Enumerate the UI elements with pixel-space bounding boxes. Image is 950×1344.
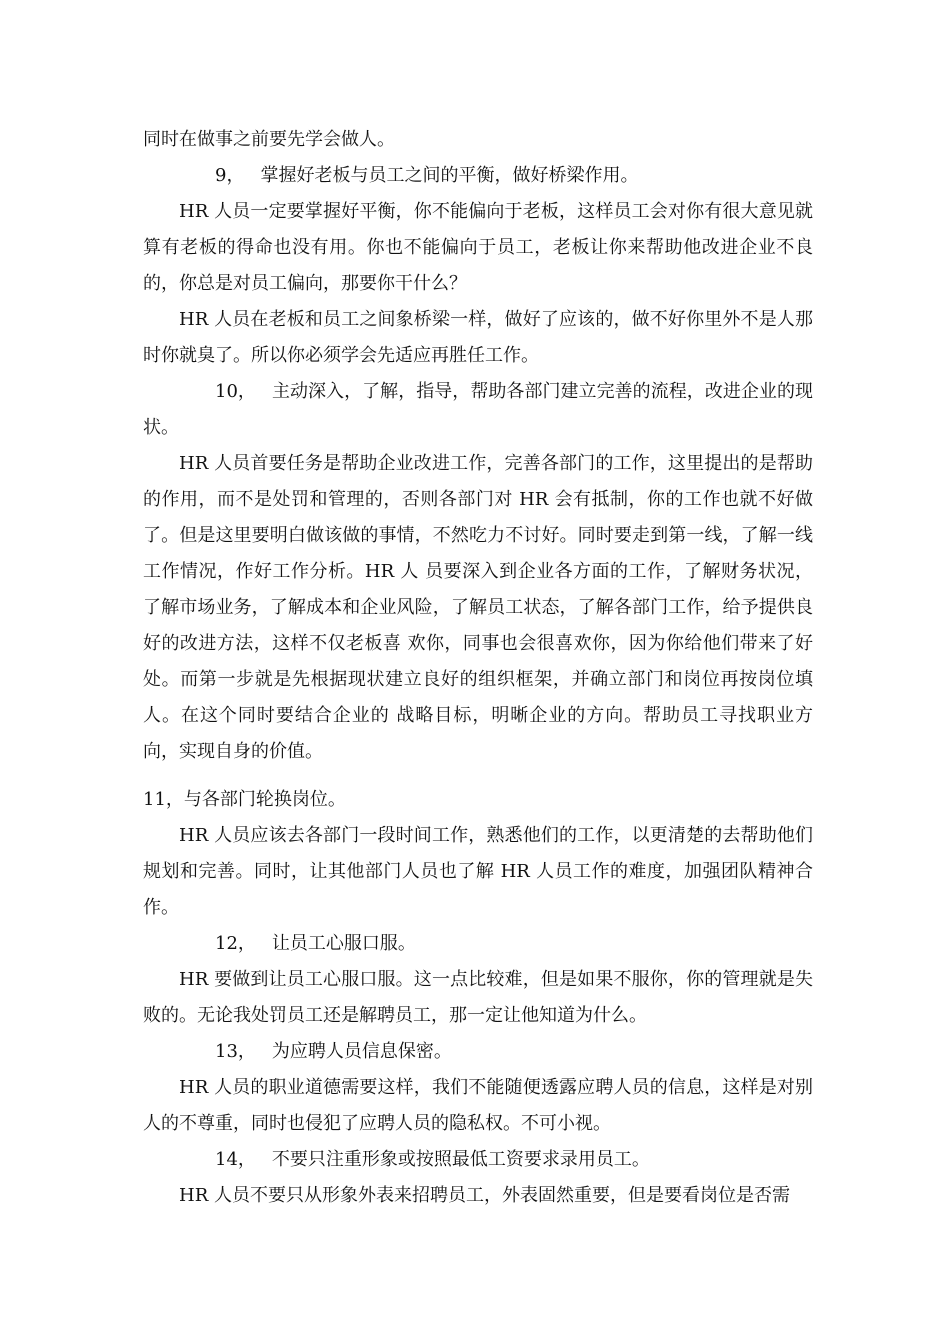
section-title: 让员工心服口服。 bbox=[271, 933, 416, 954]
paragraph: HR 要做到让员工心服口服。这一点比较难，但是如果不服你，你的管理就是失败的。无论我处罚员工还是解聘员工，那一定让他知道为什么。 bbox=[143, 969, 813, 1026]
section-number: 11， bbox=[143, 789, 184, 810]
paragraph: HR 人员应该去各部门一段时间工作，熟悉他们的工作，以更清楚的去帮助他们规划和完善。同时，让其他部门人员也了解 HR 人员工作的难度，加强团队精神合作。 bbox=[143, 825, 813, 918]
document-body bbox=[143, 122, 813, 1214]
section-number: 14， bbox=[215, 1149, 256, 1170]
section-title: 为应聘人员信息保密。 bbox=[271, 1041, 452, 1062]
paragraph: HR 人员在老板和员工之间象桥梁一样，做好了应该的，做不好你里外不是人那时你就臭了。所以你必须学会先适应再胜任工作。 bbox=[143, 309, 813, 366]
paragraph: HR 人员一定要掌握好平衡，你不能偏向于老板，这样员工会对你有很大意见就算有老板的得命也没有用。你也不能偏向于员工，老板让你来帮助他改进企业不良的，你总是对员工偏向，那要你干什么？ bbox=[143, 201, 813, 294]
section-title: 不要只注重形象或按照最低工资要求录用员工。 bbox=[271, 1149, 650, 1170]
section-number: 10， bbox=[215, 381, 256, 402]
section-title: 掌握好老板与员工之间的平衡，做好桥梁作用。 bbox=[260, 165, 639, 186]
section-heading-10 bbox=[143, 374, 813, 446]
section-number: 9， bbox=[215, 165, 245, 186]
section-number: 13， bbox=[215, 1041, 256, 1062]
section-heading-14 bbox=[143, 1142, 813, 1178]
paragraph: HR 人员不要只从形象外表来招聘员工，外表固然重要，但是要看岗位是否需 bbox=[179, 1185, 790, 1206]
section-title: 与各部门轮换岗位。 bbox=[183, 789, 346, 810]
section-title: 主动深入，了解，指导，帮助各部门建立完善的流程，改进企业的现状。 bbox=[143, 381, 813, 438]
paragraph: HR 人员的职业道德需要这样，我们不能随便透露应聘人员的信息，这样是对别人的不尊重，同时也侵犯了应聘人员的隐私权。不可小视。 bbox=[143, 1077, 813, 1134]
paragraph: 同时在做事之前要先学会做人。 bbox=[143, 129, 395, 150]
section-heading-9 bbox=[143, 158, 813, 194]
section-heading-11 bbox=[143, 782, 813, 818]
section-heading-12 bbox=[143, 926, 813, 962]
paragraph: HR 人员首要任务是帮助企业改进工作，完善各部门的工作，这里提出的是帮助的作用，而不是处罚和管理的，否则各部门对 HR 会有抵制，你的工作也就不好做了。但是这里要明白做该做的事情，不然吃力不讨好。同时要走到第一线，了解一线工作情况，作好工作分析。HR 人 员要深入到企业各方面的工作，了解财务状况，了解市场业务，了解成本和企业风险，了解员工状态，了解各部门工作，给予提供良好的改进方法，这样不仅老板喜 欢你，同事也会很喜欢你，因为你给他们带来了好处。而第一步就是先根据现状建立良好的组织框架，并确立部门和岗位再按岗位填人。在这个同时要结合企业的 战略目标，明晰企业的方向。帮助员工寻找职业方向，实现自身的价值。 bbox=[143, 453, 813, 762]
section-heading-13 bbox=[143, 1034, 813, 1070]
section-number: 12， bbox=[215, 933, 256, 954]
paragraph-gap bbox=[143, 770, 813, 782]
